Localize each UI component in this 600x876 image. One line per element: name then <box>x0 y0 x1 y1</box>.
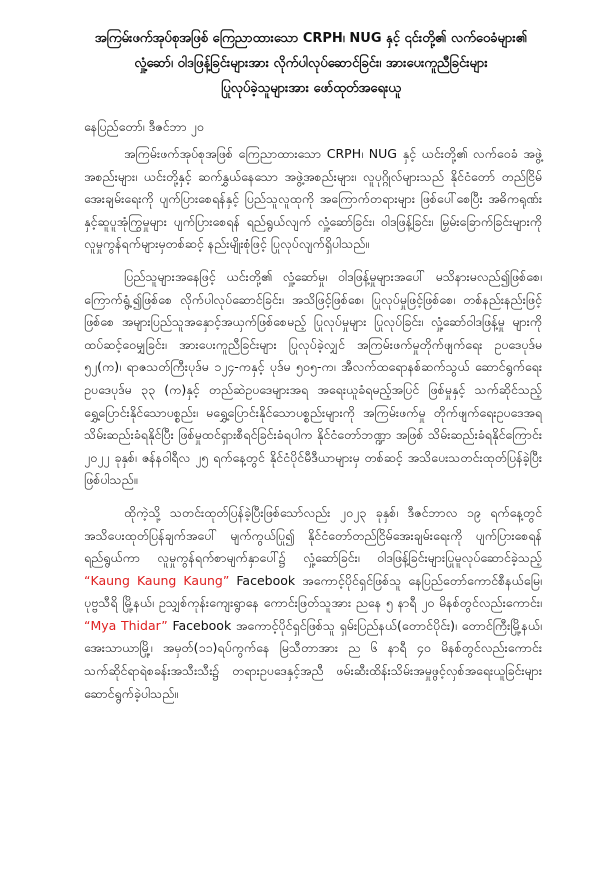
paragraph-3 <box>84 502 542 705</box>
title-line-2: လှုံ့ဆော်၊ ဝါဒဖြန့်ခြင်းများအား လိုက်ပါလုပ်ဆောင်ခြင်း၊ အားပေးကူညီခြင်းများ <box>134 56 488 71</box>
highlighted-account-name-1: “Kaung Kaung Kaung” <box>84 572 230 588</box>
paragraph-3-text-b: Facebook အကောင့်ပိုင်ရှင်ဖြစ်သူ နေပြည်တော်ကောင်စီနယ်မြေ၊ ပုဗ္ဗသီရိ မြို့နယ်၊ ဥသျှစ်ကုန်းကျေးရွာနေ ကောင်းဖြတ်သူအား ညနေ ၅ နာရီ ၂၀ မိနစ်တွင်လည်းကောင်း၊ <box>84 572 542 611</box>
document-title <box>84 26 542 101</box>
paragraph-3-text-c: Facebook အကောင့်ပိုင်ရှင်ဖြစ်သူ ရှမ်းပြည်နယ်(တောင်ပိုင်း)၊ တောင်ကြီးမြို့နယ်၊ အေးသာယာမြို့၊ အမှတ်(၁၁)ရပ်ကွက်နေ မြသီတာအား ည ၆ နာရီ ၄၀ မိနစ်တွင်လည်းကောင်း သက်ဆိုင်ရာရဲစခန်းအသီးသီး၌ တရားဥပဒေနှင့်အညီ ဖမ်းဆီးထိန်းသိမ်းအမှုဖွင့်လှစ်အရေးယူခြင်းများ ဆောင်ရွက်ခဲ့ပါသည်။ <box>84 617 542 701</box>
paragraph-3-text-a: ထိုကဲ့သို့ သတင်းထုတ်ပြန်ခဲ့ပြီးဖြစ်သော်လည်း ၂၀၂၃ ခုနှစ်၊ ဒီဇင်ဘာလ ၁၉ ရက်နေ့တွင် အသိပေးထုတ်ပြန်ချက်အပေါ် မျက်ကွယ်ပြု၍ နိုင်ငံတော်တည်ငြိမ်အေးချမ်းရေးကို ပျက်ပြားစေရန် ရည်ရွယ်ကာ လူမှုကွန်ရက်စာမျက်နှာပေါ်၌ လှုံ့ဆော်ခြင်း၊ ဝါဒဖြန့်ခြင်းများပြုမူလုပ်ဆောင်ခဲ့သည့် <box>84 504 542 566</box>
title-line-3: ပြုလုပ်ခဲ့သူများအား ဖော်ထုတ်အရေးယူ <box>221 81 401 96</box>
highlighted-account-name-2: “Mya Thidar” <box>84 617 168 633</box>
dateline: နေပြည်တော်၊ ဒီဇင်ဘာ ၂၀ <box>84 119 204 134</box>
paragraph-2: ပြည်သူများအနေဖြင့် ယင်းတို့၏ လှုံ့ဆော်မှု၊ ဝါဒဖြန့်မှုများအပေါ် မသိနားမလည်၍ဖြစ်စေ၊ ကြောက်ရွံ့၍ဖြစ်စေ လိုက်ပါလုပ်ဆောင်ခြင်း၊ အသိဖြင့်ဖြစ်စေ၊ ပြုလုပ်မှုဖြင့်ဖြစ်စေ၊ တစ်နည်းနည်းဖြင့် ဖြစ်စေ အများပြည်သူအနှောင့်အယှက်ဖြစ်စေမည့် ပြုလုပ်မှုများ ပြုလုပ်ခြင်း၊ လှုံ့ဆော်ဝါဒဖြန့်မှု များကို ထပ်ဆင့်ဝေမျှခြင်း၊ အားပေးကူညီခြင်းများ ပြုလုပ်ခဲ့လျှင် အကြမ်းဖက်မှုတိုက်ဖျက်ရေး ဥပဒေပုဒ်မ ၅၂(က)၊ ရာဇသတ်ကြီးပုဒ်မ ၁၂၄-ကနှင့် ပုဒ်မ ၅၀၅-က၊ အီလက်ထရောနစ်ဆက်သွယ် ဆောင်ရွက်ရေးဥပဒေပုဒ်မ ၃၃ (က)နှင့် တည်ဆဲဥပဒေများအရ အရေးယူခံရမည့်အပြင် ဖြစ်မှုနှင့် သက်ဆိုင်သည့် ရွှေ့ပြောင်းနိုင်သောပစ္စည်း၊ မရွှေ့ပြောင်းနိုင်သောပစ္စည်းများကို အကြမ်းဖက်မှု တိုက်ဖျက်ရေးဥပဒေအရ သိမ်းဆည်းခံရနိုင်ပြီး ဖြစ်မှုထင်ရှားစီရင်ခြင်းခံရပါက နိုင်ငံတော်ဘဏ္ဍာ အဖြစ် သိမ်းဆည်းခံရနိုင်ကြောင်း ၂၀၂၂ ခုနှစ်၊ ဇန်နဝါရီလ ၂၅ ရက်နေ့တွင် နိုင်ငံပိုင်မီဒီယာများမှ တစ်ဆင့် အသိပေးသတင်းထုတ်ပြန်ခဲ့ပြီး ဖြစ်ပါသည်။ <box>84 268 542 488</box>
paragraph-1: အကြမ်းဖက်အုပ်စုအဖြစ် ကြေညာထားသော CRPH၊ NUG နှင့် ယင်းတို့၏ လက်ဝေခံ အဖွဲ့အစည်းများ၊ ယင်းတို့နှင့် ဆက်နွှယ်နေသော အဖွဲ့အစည်းများ၊ လူပုဂ္ဂိုလ်များသည် နိုင်ငံတော် တည်ငြိမ်အေးချမ်းရေးကို ပျက်ပြားစေရန်နှင့် ပြည်သူလူထုကို အကြောက်တရားများ ဖြစ်ပေါ်စေပြီး အဓိကရုဏ်းနှင့်ဆူပူအုံကြွမှုများ ပျက်ပြားစေရန် ရည်ရွယ်လျက် လှုံ့ဆော်ခြင်း၊ ဝါဒဖြန့်ခြင်း၊ မြှမ်းခြောက်ခြင်းများကို လူမှုကွန်ရက်များမှတစ်ဆင့် နည်းမျိုးစုံဖြင့် ပြုလုပ်လျက်ရှိပါသည်။ <box>84 146 542 252</box>
title-line-1: အကြမ်းဖက်အုပ်စုအဖြစ် ကြေညာထားသော CRPH၊ NUG နှင့် ၎င်းတို့၏ လက်ဝေခံများ၏ <box>94 31 528 46</box>
